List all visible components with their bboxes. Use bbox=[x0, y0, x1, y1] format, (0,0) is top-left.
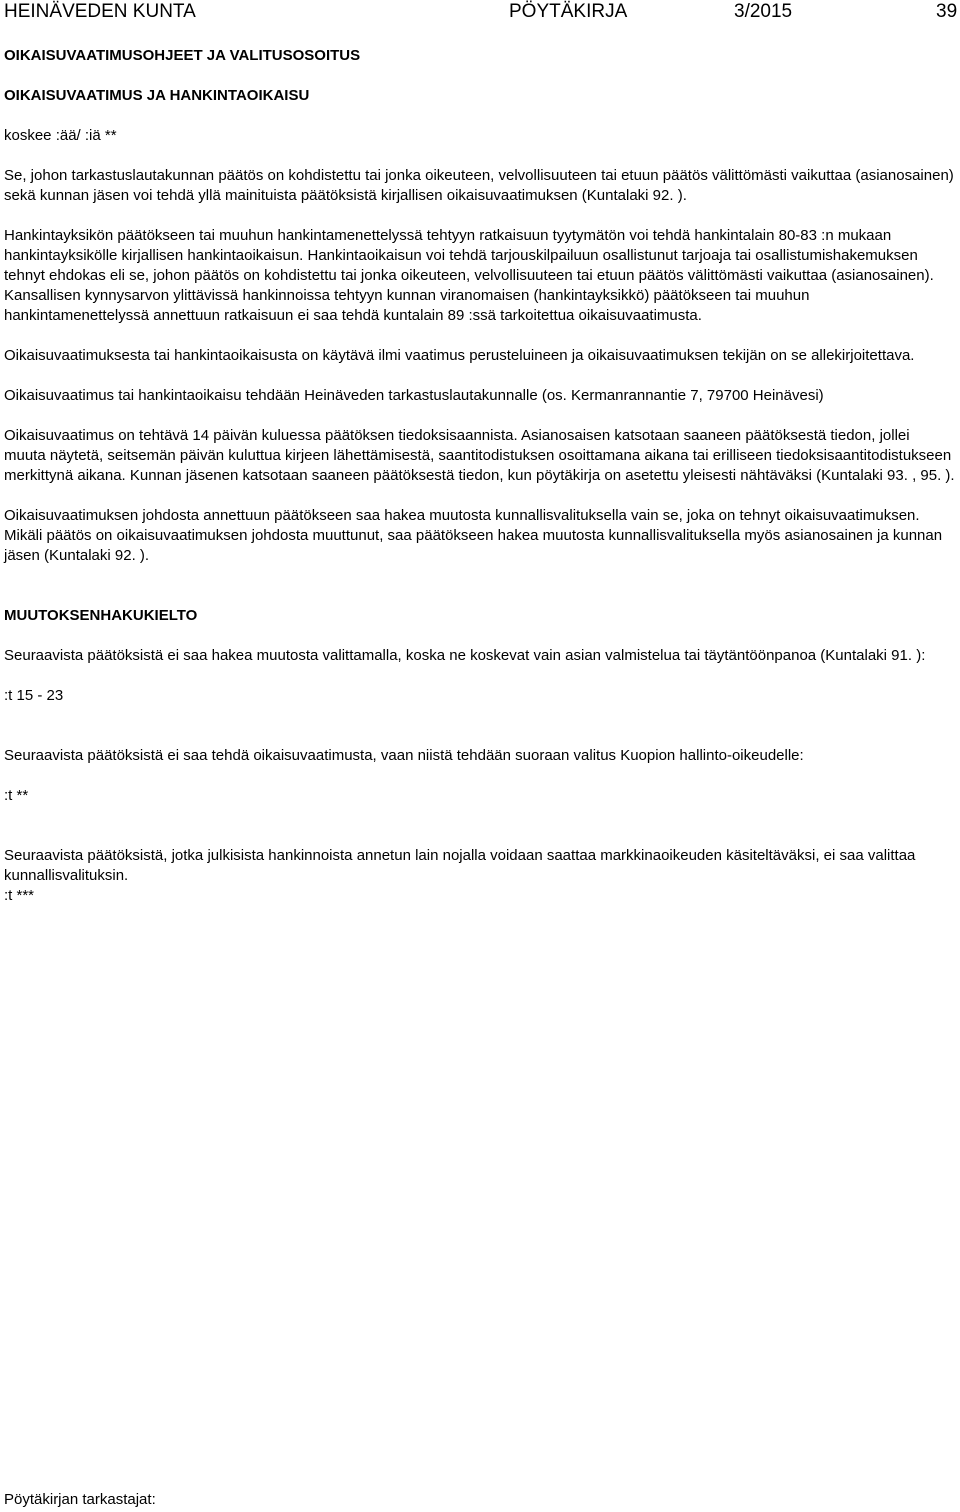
paragraph-pykalat-2: :t ** bbox=[4, 787, 29, 804]
document-number: 3/2015 bbox=[734, 1, 793, 22]
section-title: MUUTOKSENHAKUKIELTO bbox=[4, 607, 198, 624]
paragraph-vaatimus-sisalto: Oikaisuvaatimuksesta tai hankintaoikaisusta on käytävä ilmi vaatimus perusteluineen ja oikaisuvaatimuksen tekijän on se allekirjoitettava. bbox=[4, 347, 915, 364]
document-type: PÖYTÄKIRJA bbox=[509, 1, 628, 22]
document-body bbox=[4, 46, 955, 906]
footer-inspectors-label: Pöytäkirjan tarkastajat: bbox=[4, 1491, 156, 1508]
paragraph-valmistelu: Seuraavista päätöksistä ei saa hakea muutosta valittamalla, koska ne koskevat vain asian valmistelua tai täytäntöönpanoa (Kuntalaki 91. ): bbox=[4, 647, 926, 664]
paragraph-pykalat-1: :t 15 - 23 bbox=[4, 687, 64, 704]
paragraph-hallinto-oikeus: Seuraavista päätöksistä ei saa tehdä oikaisuvaatimusta, vaan niistä tehdään suoraan valitus Kuopion hallinto-oikeudelle: bbox=[4, 747, 804, 764]
sub-title: OIKAISUVAATIMUS JA HANKINTAOIKAISU bbox=[4, 87, 310, 104]
organization-name: HEINÄVEDEN KUNTA bbox=[4, 1, 196, 22]
main-title: OIKAISUVAATIMUSOHJEET JA VALITUSOSOITUS bbox=[4, 47, 361, 64]
paragraph-muutoksenhaku: Oikaisuvaatimuksen johdosta annettuun päätökseen saa hakea muutosta kunnallisvalituksella vain se, joka on tehnyt oikaisuvaatimuksen. Mikäli päätös on oikaisuvaatimuksen johdosta muuttunut, saa päätökseen hakea muutosta kunnallisvalituksella myös asianosainen ja kunnan jäsen (Kuntalaki 92. ). bbox=[4, 507, 943, 564]
paragraph-markkinaoikeus: Seuraavista päätöksistä, jotka julkisista hankinnoista annetun lain nojalla voidaan saattaa markkinaoikeuden käsiteltäväksi, ei saa valittaa kunnallisvalituksin. bbox=[4, 847, 916, 884]
paragraph-maaraika: Oikaisuvaatimus on tehtävä 14 päivän kuluessa päätöksen tiedoksisaannista. Asianosaisen katsotaan saaneen päätöksestä tiedon, jollei muuta näytetä, seitsemän päivän kuluttua kirjeen lähettämisestä, saantitodistuksen osoittamana aikana tai erilliseen tiedoksisaantitodistukseen merkittynä aikana. Kunnan jäsenen katsotaan saaneen päätöksestä tiedon, kun pöytäkirja on asetettu yleisesti nähtäväksi (Kuntalaki 93. , 95. ). bbox=[4, 427, 955, 484]
paragraph-oikaisuvaatimus-oikeus: Se, johon tarkastuslautakunnan päätös on kohdistettu tai jonka oikeuteen, velvollisuuteen tai etuun päätös välittömästi vaikuttaa (asianosainen) sekä kunnan jäsen voi tehdä yllä mainituista päätöksistä kirjallisen oikaisuvaatimuksen (Kuntalaki 92. ). bbox=[4, 167, 954, 204]
page-number: 39 bbox=[936, 1, 958, 22]
page-header bbox=[0, 0, 960, 24]
paragraph-pykalat-3: :t *** bbox=[4, 887, 35, 904]
koskee-line: koskee :ää/ :iä ** bbox=[4, 127, 117, 144]
paragraph-osoite: Oikaisuvaatimus tai hankintaoikaisu tehdään Heinäveden tarkastuslautakunnalle (os. Kermanrannantie 7, 79700 Heinävesi) bbox=[4, 387, 824, 404]
paragraph-hankintaoikaisu: Hankintayksikön päätökseen tai muuhun hankintamenettelyssä tehtyyn ratkaisuun tyytymätön voi tehdä hankintalain 80-83 :n mukaan hankintayksikölle kirjallisen hankintaoikaisun. Hankintaoikaisun voi tehdä tarjouskilpailuun osallistunut tarjoaja tai osallistumishakemuksen tehnyt ehdokas eli se, johon päätös on kohdistettu tai jonka oikeuteen, velvollisuuteen tai etuun päätös välittömästi vaikuttaa (asianosainen). Kansallisen kynnysarvon ylittävissä hankinnoissa tehtyyn kunnan viranomaisen (hankintayksikkö) päätökseen tai muuhun hankintamenettelyssä annettuun ratkaisuun ei saa tehdä kuntalain 89 :ssä tarkoitettua oikaisuvaatimusta. bbox=[4, 227, 934, 324]
